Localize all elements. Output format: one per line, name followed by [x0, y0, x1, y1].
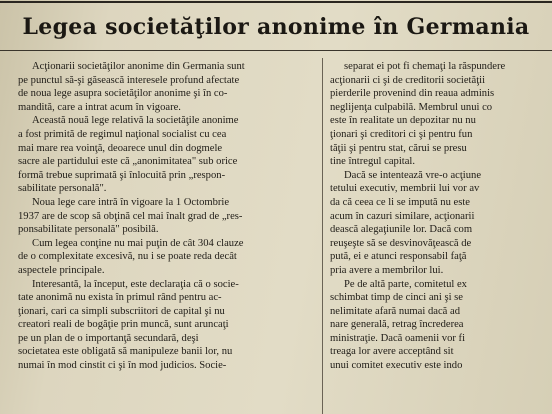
- text-line: sacre ale partidului este că „anonimitatea" sub orice: [18, 156, 238, 168]
- paragraph: [18, 237, 316, 278]
- text-line: societatea este obligată să manipuleze banii lor, nu: [18, 346, 233, 358]
- top-rule: [0, 1, 552, 3]
- text-line: Noua lege care intră în vigoare la 1 Octombrie: [32, 196, 230, 208]
- text-line: ţionari şi creditori ci şi pentru fun: [330, 128, 473, 140]
- text-line: neglijenţa culpabilă. Membrul unui co: [330, 101, 493, 113]
- text-line: pria avere a membrilor lui.: [330, 264, 444, 276]
- paragraph: [18, 60, 316, 114]
- text-line: da că ceea ce li se impută nu este: [330, 196, 470, 208]
- text-line: unui comitet executiv este indo: [330, 360, 463, 372]
- text-line: ponsabilitate personală" posibilă.: [18, 224, 159, 236]
- text-line: acţionarii ci şi de creditorii societăţii: [330, 74, 486, 86]
- text-line: mandită, care a intrat acum în vigoare.: [18, 101, 181, 113]
- text-line: separat ei pot fi chemaţi la răspundere: [344, 61, 506, 72]
- paragraph: [18, 278, 316, 373]
- paragraph: [18, 196, 316, 237]
- text-line: pe un plan de o importanţă secundară, deşi: [18, 332, 199, 344]
- text-line: tăţii şi pentru stat, cărui se presu: [330, 142, 467, 154]
- text-line: sabilitate personală".: [18, 183, 107, 195]
- text-line: ministraţie. Dacă oamenii vor fi: [330, 332, 466, 344]
- text-line: acum în cazuri similare, acţionarii: [330, 210, 475, 222]
- paragraph: [330, 278, 552, 373]
- text-line: nare generală, retrag încrederea: [330, 319, 464, 331]
- text-line: Acţionarii societăţilor anonime din Germania sunt: [32, 61, 245, 72]
- text-line: Pe de altă parte, comitetul ex: [344, 278, 467, 290]
- text-line: reuşeşte să se desvinovăţească de: [330, 237, 472, 249]
- text-line: 1937 are de scop să obţină cel mai înalt grad de „res-: [18, 210, 243, 222]
- text-line: tetului executiv, membrii lui vor av: [330, 183, 480, 195]
- text-line: pută, ei e atunci responsabil faţă: [330, 251, 467, 263]
- text-line: creatori reali de bogăţie prin muncă, sunt aruncaţi: [18, 319, 229, 331]
- text-line: pierderile provenind din reaua adminis: [330, 88, 495, 100]
- text-line: Această nouă lege relativă la societăţile anonime: [32, 115, 239, 127]
- text-line: treaga lor avere acceptând sit: [330, 346, 454, 358]
- text-line: a fost primită de regimul naţional socialist cu cea: [18, 128, 227, 140]
- text-line: de o complexitate excesivă, nu i se poate reda decât: [18, 251, 237, 263]
- text-line: ţionari, cari ca simpli subscriitori de capital şi nu: [18, 305, 225, 317]
- text-line: numai în mod cinstit ci şi în mod judicios. Socie-: [18, 360, 227, 372]
- left-column: [18, 60, 316, 414]
- text-line: tate anonimă nu exista în primul rând pentru ac-: [18, 292, 222, 304]
- text-line: formă trebue suprimată şi înlocuită prin „respon-: [18, 169, 226, 181]
- text-line: Dacă se intentează vre-o acţiune: [344, 169, 482, 181]
- paragraph: [330, 60, 552, 169]
- text-line: schimbat timp de cinci ani şi se: [330, 292, 463, 304]
- text-line: pe punctul să-şi găsească interesele profund afectate: [18, 74, 240, 86]
- text-line: nelimitate afară numai dacă ad: [330, 305, 460, 317]
- text-line: tine întregul capital.: [330, 156, 416, 168]
- column-divider: [322, 58, 323, 414]
- headline-rule: [0, 50, 552, 51]
- text-line: este în realitate un depozitar nu nu: [330, 115, 476, 127]
- article-headline: Legea societăţilor anonime în Germania: [22, 14, 530, 40]
- paragraph: [330, 169, 552, 278]
- text-line: mai mare rea voinţă, deoarece unul din dogmele: [18, 142, 223, 154]
- text-line: Cum legea conţine nu mai puţin de cât 304 clauze: [32, 237, 244, 249]
- paragraph: [18, 114, 316, 196]
- text-line: dească alegaţiunile lor. Dacă com: [330, 224, 473, 236]
- text-line: aspectele principale.: [18, 264, 105, 276]
- text-line: de noua lege asupra societăţilor anonime şi în co-: [18, 88, 228, 100]
- right-column: [330, 60, 552, 414]
- text-line: Interesantă, la început, este declaraţia că o socie-: [32, 278, 239, 290]
